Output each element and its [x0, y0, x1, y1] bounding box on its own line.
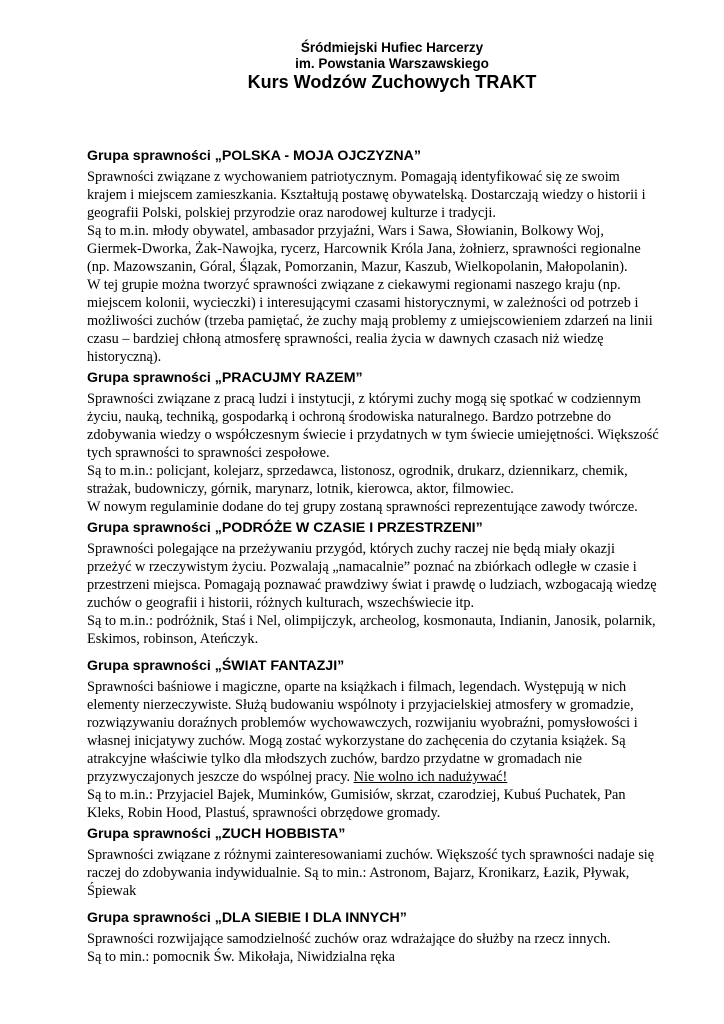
- paragraph-line: (np. Mazowszanin, Góral, Ślązak, Pomorzanin, Mazur, Kaszub, Wielkopolanin, Małopolanin).: [87, 259, 628, 275]
- header-organization: Śródmiejski Hufiec Harcerzy: [300, 40, 484, 55]
- paragraph-line: Sprawności związane z różnymi zainteresowaniami zuchów. Większość tych sprawności nadaje się: [87, 847, 655, 863]
- paragraph-line: Są to m.in. młody obywatel, ambasador przyjaźni, Wars i Sawa, Słowianin, Bolkowy Woj,: [87, 223, 604, 239]
- paragraph-line: własnej inicjatywy zuchów. Mogą zostać wykorzystane do zachęcenia do czytania książek. Są: [87, 733, 626, 749]
- paragraph-line: miejscem kolonii, wycieczki) i interesującymi czasami historycznymi, w zależności od potrzeb i: [87, 295, 639, 311]
- section-pracujmy-razem: [87, 370, 659, 516]
- paragraph-line: Śpiewak: [87, 883, 137, 899]
- paragraph-line: Sprawności rozwijające samodzielność zuchów oraz wdrażające do służby na rzecz innych.: [87, 931, 611, 947]
- paragraph-line: Kleks, Robin Hood, Plastuś, sprawności obrzędowe gromady.: [87, 805, 441, 821]
- document-page: [87, 40, 673, 965]
- paragraph-line: Giermek-Dworka, Żak-Nawojka, rycerz, Harcownik Króla Jana, żołnierz, sprawności regionalne: [87, 241, 641, 257]
- paragraph-line: Sprawności polegające na przeżywaniu przygód, których zuchy raczej nie będą miały okazji: [87, 541, 615, 557]
- document-header: [87, 40, 673, 93]
- paragraph-line: W nowym regulaminie dodane do tej grupy zostaną sprawności reprezentujące zawody twórcze.: [87, 499, 638, 515]
- paragraph-line: przeżyć w rzeczywistym życiu. Pozwalają „namacalnie” poznać na zbiórkach odległe w czasie i: [87, 559, 637, 575]
- section-heading: Grupa sprawności „DLA SIEBIE I DLA INNYCH”: [87, 910, 407, 926]
- paragraph-line: strażak, budowniczy, górnik, marynarz, lotnik, kierowca, aktor, filmowiec.: [87, 481, 514, 497]
- section-zuch-hobbista: [87, 826, 654, 900]
- section-polska: [87, 148, 653, 366]
- paragraph-line: krajem i miejscem zamieszkania. Kształtują postawę obywatelską. Dostarczają wiedzy o historii i: [87, 187, 646, 203]
- paragraph-line: możliwości zuchów (trzeba pamiętać, że zuchy mają problemy z umiejscowieniem zdarzeń na linii: [87, 313, 653, 329]
- paragraph-line: życiu, nauką, techniką, gospodarką i ochroną środowiska naturalnego. Bardzo potrzebne do: [87, 409, 612, 425]
- section-podroze: [87, 520, 657, 648]
- paragraph-line: historyczną).: [87, 349, 162, 365]
- paragraph-line: zuchów o geografii i historii, różnych kulturach, wszechświecie itp.: [87, 595, 475, 611]
- paragraph-line: czasu – bardziej chłoną atmosferę sprawności, realia życia w dawnych czasach niż wiedzę: [87, 331, 604, 347]
- page-title: Kurs Wodzów Zuchowych TRAKT: [247, 72, 537, 92]
- paragraph-line: Eskimos, robinson, Ateńczyk.: [87, 631, 259, 647]
- paragraph-line: Sprawności związane z pracą ludzi i instytucji, z którymi zuchy mogą się spotkać w codziennym: [87, 391, 641, 407]
- paragraph-line: Sprawności baśniowe i magiczne, oparte na książkach i filmach, legendach. Występują w nich: [87, 679, 627, 695]
- section-dla-siebie: [87, 910, 611, 966]
- paragraph-line: raczej do zdobywania indywidualnie. Są to min.: Astronom, Bajarz, Kronikarz, Łazik, Pływak,: [87, 865, 630, 881]
- paragraph-line: rozwiązywaniu doraźnych problemów wychowawczych, rozwijaniu wyobraźni, pomysłowości i: [87, 715, 638, 731]
- paragraph-line: przestrzeni miejsca. Pomagają poznawać prawdziwy świat i prawdę o ludziach, wzbogacają wiedzę: [87, 577, 657, 593]
- paragraph-line: Sprawności związane z wychowaniem patriotycznym. Pomagają identyfikować się ze swoim: [87, 169, 620, 185]
- paragraph-line: [87, 768, 638, 786]
- paragraph-line: Są to m.in.: Przyjaciel Bajek, Muminków, Gumisiów, skrzat, czarodziej, Kubuś Puchatek, Pan: [87, 787, 626, 803]
- section-heading: Grupa sprawności „ŚWIAT FANTAZJI”: [87, 658, 345, 674]
- section-heading: Grupa sprawności „ZUCH HOBBISTA”: [87, 826, 346, 842]
- header-patron: im. Powstania Warszawskiego: [295, 56, 489, 71]
- paragraph-line: tych sprawności to sprawności zespołowe.: [87, 445, 330, 461]
- paragraph-line: Są to m.in.: policjant, kolejarz, sprzedawca, listonosz, ogrodnik, drukarz, dziennikarz, chemik,: [87, 463, 628, 479]
- paragraph-line: W tej grupie można tworzyć sprawności związane z ciekawymi regionami naszego kraju (np.: [87, 277, 621, 293]
- paragraph-line: Są to m.in.: podróżnik, Staś i Nel, olimpijczyk, archeolog, kosmonauta, Indianin, Janosik, polarnik,: [87, 613, 656, 629]
- paragraph-line: Są to min.: pomocnik Św. Mikołaja, Niwidzialna ręka: [87, 949, 395, 965]
- paragraph-line: atrakcyjne właściwie tylko dla młodszych zuchów, bardzo przydatne w gromadach nie: [87, 751, 582, 767]
- paragraph-text: przyzwyczajonych jeszcze do wspólnej pracy.: [87, 769, 351, 785]
- section-swiat-fantazji: [87, 658, 638, 822]
- paragraph-line: geografii Polski, polskiej przyrodzie oraz narodowej kulturze i tradycji.: [87, 205, 496, 221]
- section-heading: Grupa sprawności „POLSKA - MOJA OJCZYZNA”: [87, 148, 421, 164]
- paragraph-line: zdobywania wiedzy o współczesnym świecie i przydatnych w tym świecie umiejętności. Większość: [87, 427, 659, 443]
- section-heading: Grupa sprawności „PODRÓŻE W CZASIE I PRZESTRZENI”: [87, 520, 483, 536]
- underlined-warning: Nie wolno ich nadużywać!: [353, 769, 508, 785]
- section-heading: Grupa sprawności „PRACUJMY RAZEM”: [87, 370, 363, 386]
- paragraph-line: elementy nierzeczywiste. Służą budowaniu wspólnoty i przyjacielskiej atmosfery w gromadzie,: [87, 697, 634, 713]
